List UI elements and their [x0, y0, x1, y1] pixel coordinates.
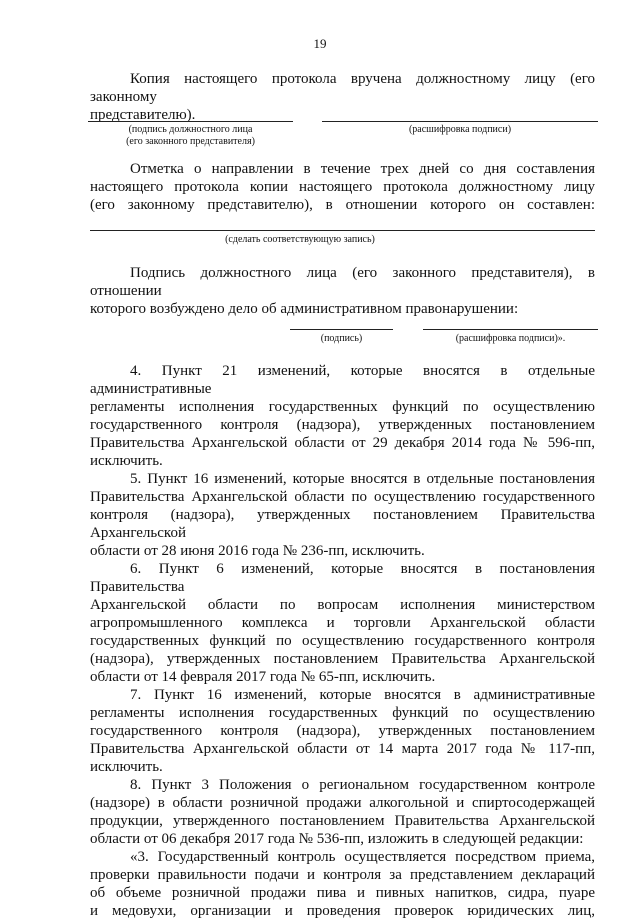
text-line: государственного контроля (надзора), утвержденных постановлением — [90, 723, 595, 739]
text-line: регламенты исполнения государственных функций по осуществлению — [90, 705, 595, 721]
signature-line — [88, 121, 293, 122]
page-number: 19 — [313, 36, 327, 51]
text-line: которого возбуждено дело об административном правонарушении: — [90, 301, 519, 317]
signature-paragraph — [90, 264, 595, 318]
text-line: Отметка о направлении в течение трех дней со дня составления — [130, 161, 595, 177]
text-line: Копия настоящего протокола вручена должностному лицу (его законному — [90, 71, 595, 105]
text-line: государственных функций по осуществлению государственного контроля — [90, 633, 595, 649]
text-line: агропромышленного комплекса и торговли Архангельской области — [90, 615, 595, 631]
transcript-caption: (расшифровка подписи)». — [455, 333, 566, 344]
text-line: 4. Пункт 21 изменений, которые вносятся в отдельные административные — [90, 363, 595, 397]
text-line: об объеме розничной продажи пива и пивных напитков, сидра, пуаре — [90, 885, 595, 901]
text-line: области от 28 июня 2016 года № 236-пп, исключить. — [90, 543, 425, 559]
text-line: области от 06 декабря 2017 года № 536-пп, изложить в следующей редакции: — [90, 831, 584, 847]
text-line: исключить. — [90, 759, 163, 775]
text-line: области от 14 февраля 2017 года № 65-пп, исключить. — [90, 669, 436, 685]
text-line: 7. Пункт 16 изменений, которые вносятся в административные — [130, 687, 595, 703]
signature-transcript-line — [423, 329, 598, 330]
signature-caption: (его законного представителя) — [126, 136, 255, 147]
text-line: «3. Государственный контроль осуществляется посредством приема, — [130, 849, 595, 865]
text-line: продукции, утвержденного постановлением Правительства Архангельской — [90, 813, 595, 829]
text-line: контроля (надзора), утвержденных постановлением Правительства Архангельской — [90, 507, 595, 541]
text-line: (его законному представителю), в отношении которого он составлен: — [90, 197, 595, 213]
signature-transcript-line — [322, 121, 598, 122]
transcript-caption: (расшифровка подписи) — [408, 124, 512, 135]
text-line: настоящего протокола копии настоящего протокола должностному лицу — [90, 179, 595, 195]
signature-caption: (подпись должностного лица — [128, 124, 253, 135]
signature-line — [290, 329, 393, 330]
signature-caption: (подпись) — [320, 333, 363, 344]
quoted-paragraph — [90, 848, 595, 920]
text-line: регламенты исполнения государственных функций по осуществлению — [90, 399, 595, 415]
notice-caption: (сделать соответствующую запись) — [225, 234, 375, 245]
item-4 — [90, 362, 595, 470]
text-line: Правительства Архангельской области от 29 декабря 2014 года № 596-пп, — [90, 435, 595, 451]
text-line: 5. Пункт 16 изменений, которые вносятся в отдельные постановления — [130, 471, 595, 487]
text-line: Архангельской области по вопросам исполнения министерством — [90, 597, 595, 613]
notice-paragraph — [90, 160, 595, 214]
text-line: проверки правильности подачи и контроля за представлением деклараций — [90, 867, 595, 883]
text-line: государственного контроля (надзора), утвержденных постановлением — [90, 417, 595, 433]
text-line: (надзора), утвержденных постановлением Правительства Архангельской — [90, 651, 595, 667]
text-line: исключить. — [90, 453, 163, 469]
text-line: 8. Пункт 3 Положения о региональном государственном контроле — [130, 777, 595, 793]
text-line: Правительства Архангельской области по осуществлению государственного — [90, 489, 595, 505]
item-7 — [90, 686, 595, 776]
item-8 — [90, 776, 595, 848]
text-line: Правительства Архангельской области от 14 марта 2017 года № 117-пп, — [90, 741, 595, 757]
text-line: представителю). — [90, 107, 196, 123]
text-line: 6. Пункт 6 изменений, которые вносятся в постановления Правительства — [90, 561, 595, 595]
item-6 — [90, 560, 595, 686]
text-line: (надзоре) в области розничной продажи алкогольной и спиртосодержащей — [90, 795, 595, 811]
copy-handed-paragraph — [90, 70, 595, 124]
text-line: Подпись должностного лица (его законного представителя), в отношении — [90, 265, 595, 299]
text-line: и медовухи, организации и проведения проверок юридических лиц, — [90, 903, 595, 919]
item-5 — [90, 470, 595, 560]
notice-entry-line — [90, 230, 595, 231]
amendments-list — [90, 362, 595, 920]
